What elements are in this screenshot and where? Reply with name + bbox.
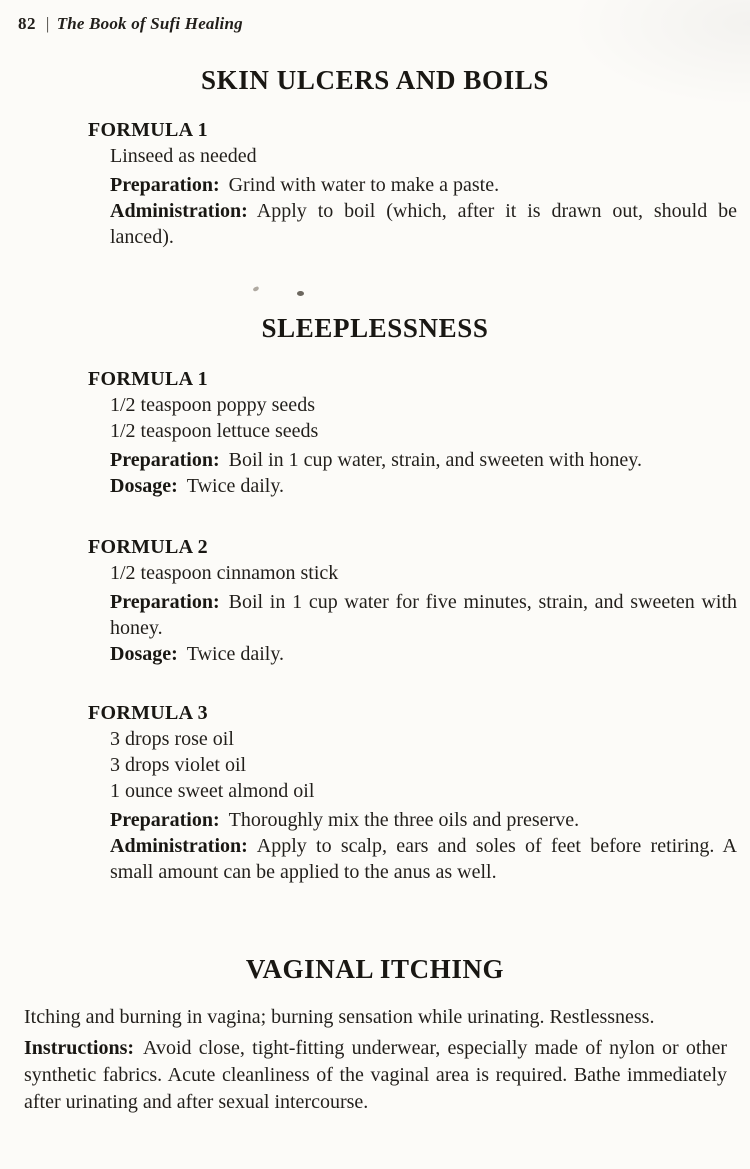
formula-body [88,560,737,667]
direction-text: Boil in 1 cup water, strain, and sweeten with honey. [228,449,642,471]
page-number: 82 [18,14,36,33]
direction-line [110,807,737,833]
direction-label: Preparation: [110,809,220,831]
header-separator: | [45,14,50,33]
direction-text: Boil in 1 cup water for five minutes, strain, and sweeten with honey. [110,591,737,639]
book-title: The Book of Sufi Healing [56,14,243,33]
symptom-description: Itching and burning in vagina; burning sensation while urinating. Restlessness. [24,1006,655,1028]
direction-text: Twice daily. [186,475,285,497]
ingredient-line: 1/2 teaspoon cinnamon stick [110,562,339,584]
formula-heading: FORMULA 3 [88,702,208,724]
formula-block [88,700,737,885]
direction-text: Grind with water to make a paste. [228,174,500,196]
instructions-label: Instructions: [24,1037,135,1059]
direction-text: Twice daily. [186,643,285,665]
ingredient-line: 3 drops violet oil [110,754,247,776]
ingredient-line: 1/2 teaspoon lettuce seeds [110,420,319,442]
section-title-vaginal-itching: VAGINAL ITCHING [245,954,505,984]
formula-heading: FORMULA 2 [88,536,208,558]
formula-block [88,366,737,499]
direction-line [110,172,737,198]
direction-line [110,833,737,885]
direction-label: Preparation: [110,449,220,471]
formula-block [88,534,737,667]
formula-heading: FORMULA 1 [88,119,208,141]
direction-line [110,641,737,667]
section-title-skin-ulcers-and-boils: SKIN ULCERS AND BOILS [201,65,549,95]
ingredient-line: 3 drops rose oil [110,728,234,750]
directions [110,589,737,667]
direction-line [110,198,737,250]
formula-heading: FORMULA 1 [88,368,208,390]
direction-line [110,473,737,499]
ingredient-line: 1 ounce sweet almond oil [110,780,315,802]
speckle-dot [297,291,304,296]
direction-label: Dosage: [110,643,178,665]
direction-text: Apply to boil (which, after it is drawn out, should be lanced). [110,200,737,248]
speckle-mark [252,286,259,292]
direction-line [110,447,737,473]
scan-artifact [253,285,313,297]
direction-text: Apply to scalp, ears and soles of feet before retiring. A small amount can be applied to the anus as well. [110,835,737,883]
ingredient-line: Linseed as needed [110,145,257,167]
direction-label: Dosage: [110,475,178,497]
direction-label: Administration: [110,200,248,222]
directions [110,172,737,250]
direction-label: Preparation: [110,591,220,613]
direction-text: Thoroughly mix the three oils and preserve. [228,809,580,831]
running-header [18,13,750,35]
ingredient-line: 1/2 teaspoon poppy seeds [110,394,315,416]
formula-body [88,143,737,250]
formula-block [88,117,737,250]
directions [110,447,737,499]
directions [110,807,737,885]
direction-line [110,589,737,641]
instructions-text: Avoid close, tight-fitting underwear, especially made of nylon or other synthetic fabrics. Acute cleanliness of the vaginal area is required. Bathe immediately after urinating and after sexual intercourse. [24,1037,727,1113]
instructions-paragraph [24,1035,727,1116]
direction-label: Administration: [110,835,248,857]
formula-body [88,726,737,885]
direction-label: Preparation: [110,174,220,196]
formula-body [88,392,737,499]
section-title-sleeplessness: SLEEPLESSNESS [261,313,489,343]
